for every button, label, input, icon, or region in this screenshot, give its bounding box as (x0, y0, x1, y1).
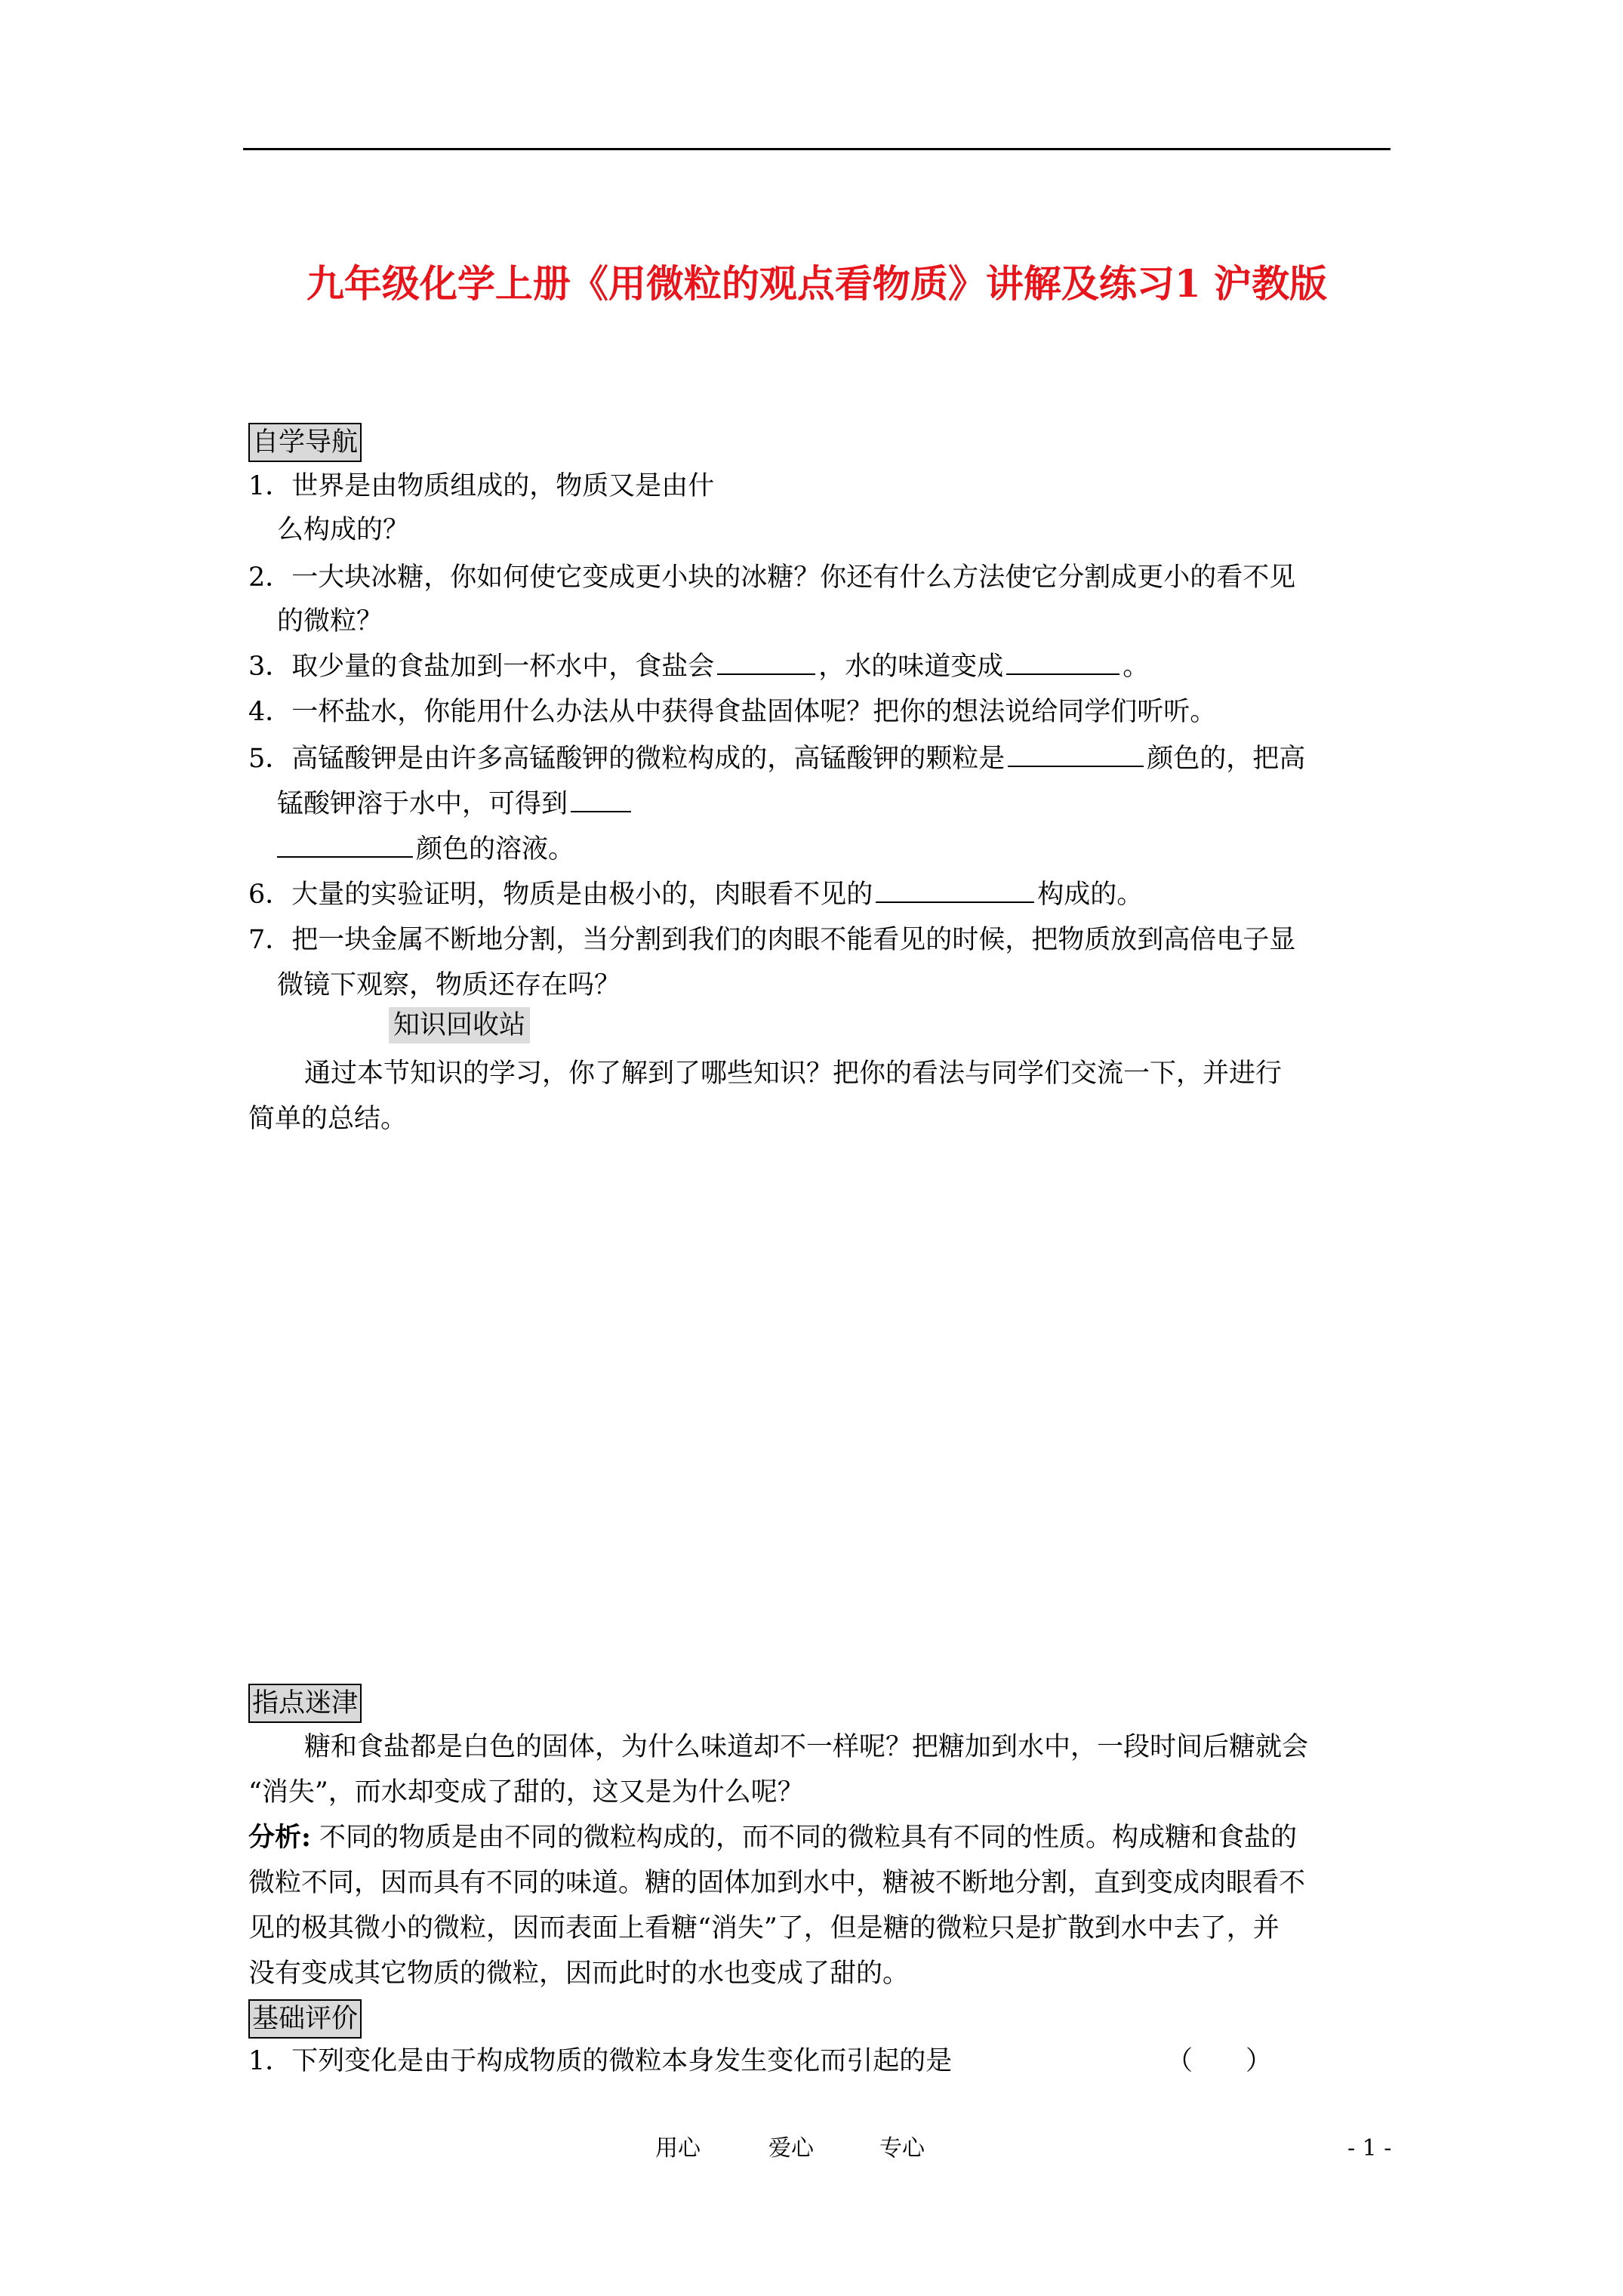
evaluation-question-1: 1．下列变化是由于构成物质的微粒本身发生变化而引起的是 (248, 2046, 953, 2076)
analysis-label: 分析: (248, 1822, 311, 1853)
analysis-line-1 (248, 1815, 1297, 1860)
answer-parentheses[interactable]: （ ） (1166, 2046, 1273, 2076)
question-4: 4．一杯盐水，你能用什么办法从中获得食盐固体呢？把你的想法说给同学们听听。 (248, 697, 1217, 727)
analysis-line-3: 见的极其微小的微粒，因而表面上看糖“消失”了，但是糖的微粒只是扩散到水中去了，并 (248, 1913, 1280, 1943)
footer-motto-2: 爱心 (768, 2135, 814, 2162)
section-label-self-study: 自学导航 (248, 423, 362, 462)
answer-blank[interactable] (571, 784, 631, 812)
answer-blank[interactable] (717, 646, 815, 675)
footer-motto-3: 专心 (879, 2135, 925, 2162)
question-6-text-a: 6．大量的实验证明，物质是由极小的，肉眼看不见的 (248, 880, 873, 910)
answer-blank[interactable] (1008, 738, 1144, 767)
analysis-text-a: 不同的物质是由不同的微粒构成的，而不同的微粒具有不同的性质。构成糖和食盐的 (310, 1823, 1298, 1853)
question-5-text-b: 颜色的，把高 (1147, 744, 1306, 774)
question-6-text-b: 构成的。 (1037, 880, 1144, 910)
question-5-text-c: 锰酸钾溶于水中，可得到 (277, 789, 568, 819)
question-6 (248, 872, 1143, 917)
question-5-line-2 (277, 781, 634, 827)
footer-motto-1: 用心 (655, 2135, 701, 2162)
guidance-question-line-2: “消失”，而水却变成了甜的，这又是为什么呢？ (248, 1777, 804, 1808)
section-label-knowledge-recap: 知识回收站 (389, 1007, 530, 1043)
analysis-line-2: 微粒不同，因而具有不同的味道。糖的固体加到水中，糖被不断地分割，直到变成肉眼看不 (248, 1868, 1306, 1898)
question-3-text-c: 。 (1123, 652, 1150, 682)
question-3-text-b: ，水的味道变成 (818, 652, 1004, 682)
analysis-line-4: 没有变成其它物质的微粒，因而此时的水也变成了甜的。 (248, 1959, 910, 1989)
question-2-line-2: 的微粒？ (277, 606, 383, 636)
question-1-line-1: 1．世界是由物质组成的，物质又是由什 (248, 471, 715, 501)
question-5-line-3 (277, 827, 574, 872)
header-rule (243, 148, 1390, 150)
section-label-guidance: 指点迷津 (248, 1684, 362, 1723)
question-5-text-d: 颜色的溶液。 (416, 834, 575, 864)
question-5-line-1 (248, 736, 1305, 781)
question-3 (248, 644, 1149, 689)
answer-blank[interactable] (277, 829, 413, 858)
recap-text-line-2: 简单的总结。 (248, 1104, 408, 1134)
question-7-line-1: 7．把一块金属不断地分割，当分割到我们的肉眼不能看见的时候，把物质放到高倍电子显 (248, 925, 1296, 955)
document-title: 九年级化学上册《用微粒的观点看物质》讲解及练习1 沪教版 (306, 261, 1328, 306)
answer-blank[interactable] (1006, 646, 1119, 675)
question-7-line-2: 微镜下观察，物质还存在吗？ (277, 970, 621, 1000)
guidance-question-line-1: 糖和食盐都是白色的固体，为什么味道却不一样呢？把糖加到水中，一段时间后糖就会 (304, 1732, 1309, 1762)
question-3-text-a: 3．取少量的食盐加到一杯水中，食盐会 (248, 652, 715, 682)
answer-blank[interactable] (876, 874, 1034, 903)
page-number: - 1 - (1347, 2135, 1392, 2162)
section-label-basic-evaluation: 基础评价 (248, 1999, 362, 2039)
question-2-line-1: 2．一大块冰糖，你如何使它变成更小块的冰糖？你还有什么方法使它分割成更小的看不见 (248, 562, 1296, 593)
question-1-line-2: 么构成的？ (277, 515, 410, 545)
question-5-text-a: 5．高锰酸钾是由许多高锰酸钾的微粒构成的，高锰酸钾的颗粒是 (248, 744, 1006, 774)
recap-text-line-1: 通过本节知识的学习，你了解到了哪些知识？把你的看法与同学们交流一下，并进行 (304, 1059, 1283, 1089)
